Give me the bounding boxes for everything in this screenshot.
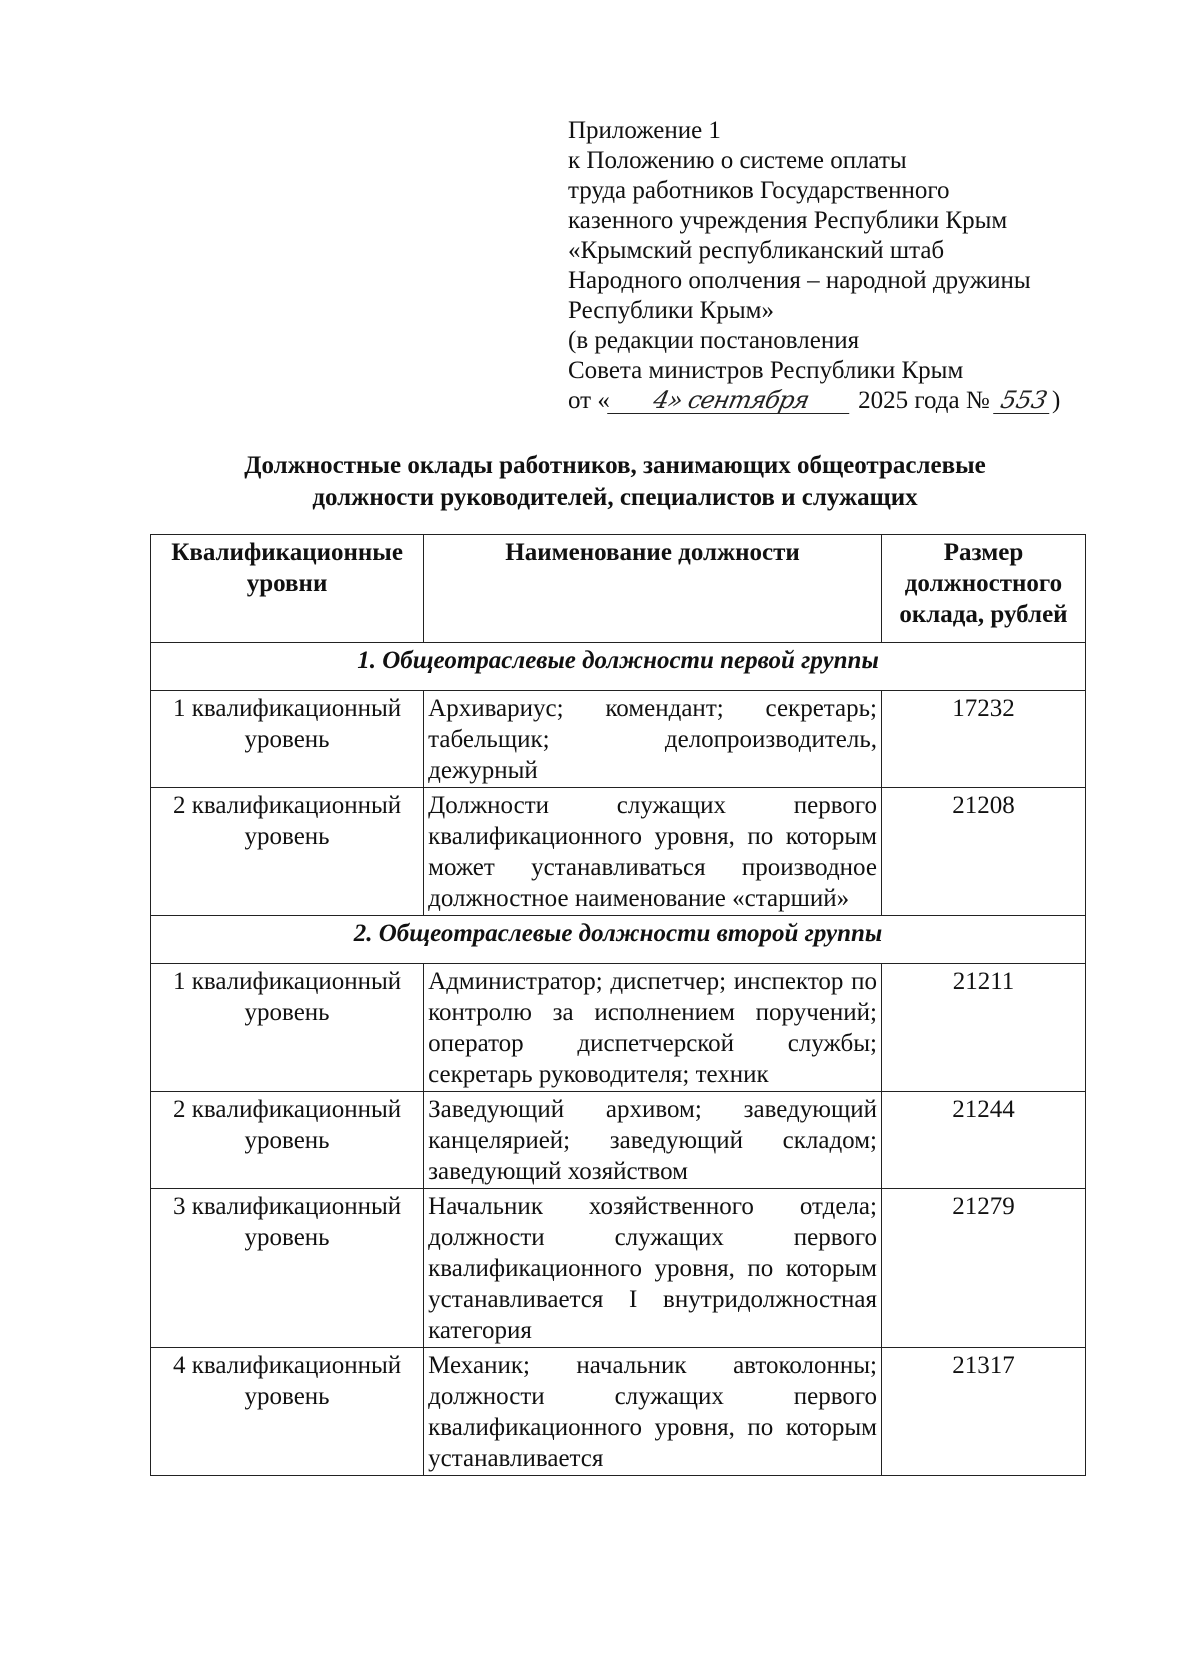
position-cell: Заведующий архивом; заведующий канцелярией; заведующий складом; заведующий хозяйством [424,1092,882,1189]
level-cell: 2 квалификационный уровень [151,788,424,916]
appendix-line: Совета министров Республики Крым [568,357,964,384]
group-row [151,643,1086,691]
table-row [151,691,1086,788]
handwritten-number: 553 [993,387,1055,414]
salary-cell: 17232 [881,691,1085,788]
appendix-line: (в редакции постановления [568,327,860,354]
group-title: 2. Общеотраслевые должности второй группы [151,916,1086,964]
header-position: Наименование должности [424,535,882,643]
appendix-line: труда работников Государственного [568,177,950,204]
position-cell: Администратор; диспетчер; инспектор по контролю за исполнением поручений; оператор диспетчерской службы; секретарь руководителя; техник [424,964,882,1092]
table-row [151,788,1086,916]
date-prefix: от « [568,387,610,414]
appendix-line: Приложение 1 [568,117,721,144]
salary-cell: 21279 [881,1189,1085,1348]
salary-cell: 21208 [881,788,1085,916]
salary-table [150,534,1086,1476]
level-cell: 2 квалификационный уровень [151,1092,424,1189]
header-level: Квалификационные уровни [151,535,424,643]
table-row [151,1189,1086,1348]
level-cell: 4 квалификационный уровень [151,1348,424,1476]
position-cell: Архивариус; комендант; секретарь; табельщик; делопроизводитель, дежурный [424,691,882,788]
appendix-line: к Положению о системе оплаты [568,147,907,174]
table-row [151,1092,1086,1189]
table-row [151,1348,1086,1476]
header-salary: Размер должностного оклада, рублей [881,535,1085,643]
date-suffix: ) [1051,387,1061,414]
position-cell: Начальник хозяйственного отдела; должности служащих первого квалификационного уровня, по которым устанавливается I внутридолжностная категория [424,1189,882,1348]
document-title [150,450,1080,514]
level-cell: 1 квалификационный уровень [151,691,424,788]
salary-cell: 21244 [881,1092,1085,1189]
appendix-line: Народного ополчения – народной дружины [568,267,1031,294]
appendix-line: казенного учреждения Республики Крым [568,207,1008,234]
level-cell: 1 квалификационный уровень [151,964,424,1092]
appendix-line: «Крымский республиканский штаб [568,237,945,264]
table-header-row [151,535,1086,643]
group-row [151,916,1086,964]
position-cell: Механик; начальник автоколонны; должности служащих первого квалификационного уровня, по которым устанавливается [424,1348,882,1476]
level-cell: 3 квалификационный уровень [151,1189,424,1348]
handwritten-date: 4» сентября [607,387,855,414]
table-row [151,964,1086,1092]
title-line: Должностные оклады работников, занимающих общеотраслевые [244,452,986,479]
date-year: 2025 года № [858,387,990,414]
appendix-date-line [568,386,1168,416]
appendix-block [568,116,1168,416]
salary-cell: 21317 [881,1348,1085,1476]
salary-cell: 21211 [881,964,1085,1092]
group-title: 1. Общеотраслевые должности первой группы [151,643,1086,691]
position-cell: Должности служащих первого квалификационного уровня, по которым может устанавливаться производное должностное наименование «старший» [424,788,882,916]
appendix-line: Республики Крым» [568,297,774,324]
title-line: должности руководителей, специалистов и служащих [312,484,918,511]
